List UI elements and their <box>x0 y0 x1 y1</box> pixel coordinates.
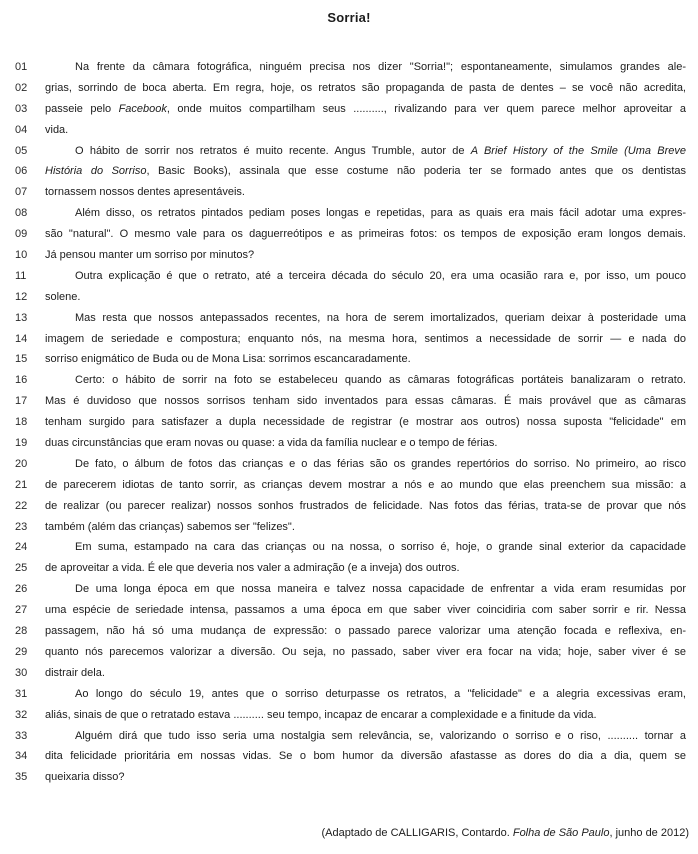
text-run: Já pensou manter um sorriso por minutos? <box>45 249 255 262</box>
line-number: 29 <box>15 645 28 658</box>
line-text <box>45 308 686 329</box>
text-line <box>0 454 698 475</box>
text-line <box>0 537 698 558</box>
text-run: O hábito de sorrir nos retratos é muito recente. Angus Trumble, autor de <box>75 144 471 157</box>
text-line <box>0 266 698 287</box>
text-run: passagem, não há só uma mudança de expressão: o passado parece valorizar uma atenção focada e reflexiva, en- <box>45 625 686 638</box>
text-line <box>0 287 698 308</box>
line-number: 21 <box>15 478 28 491</box>
line-number: 23 <box>15 520 28 533</box>
line-number: 12 <box>15 290 28 303</box>
line-number: 04 <box>15 123 28 136</box>
text-run: quanto nós parecemos valorizar a diversão. Ou seja, no passado, saber viver era focar na vida; hoje, saber viver é se <box>45 645 686 658</box>
text-run: Ao longo do século 19, antes que o sorriso deturpasse os retratos, a "felicidade" e a alegria excessivas eram, <box>75 687 686 700</box>
italic-text: Facebook <box>118 102 167 115</box>
line-text <box>45 141 686 162</box>
line-text <box>45 245 686 266</box>
line-number: 05 <box>15 144 28 157</box>
line-number: 02 <box>15 81 28 94</box>
text-line <box>0 161 698 182</box>
text-run: solene. <box>45 290 81 303</box>
line-text <box>45 329 686 350</box>
text-line <box>0 412 698 433</box>
line-text <box>45 203 686 224</box>
line-number: 18 <box>15 416 28 429</box>
line-text <box>45 517 686 538</box>
text-run: aliás, sinais de que o retratado estava .......... seu tempo, incapaz de encarar a complexidade e a finitude da vida. <box>45 708 597 721</box>
line-number: 28 <box>15 625 28 638</box>
text-line <box>0 308 698 329</box>
text-run: tenham surgido para satisfazer a dupla necessidade de registrar (e mostrar aos outros) nossa suposta "felicidade" em <box>45 416 686 429</box>
text-run: De fato, o álbum de fotos das crianças e o das férias são os grandes repertórios do sorriso. No primeiro, ao risco <box>75 457 686 470</box>
text-line <box>0 767 698 788</box>
line-text <box>45 120 686 141</box>
line-number: 13 <box>15 311 28 324</box>
text-run: também (além das crianças) sabemos ser "felizes". <box>45 520 295 533</box>
line-number: 24 <box>15 541 28 554</box>
line-text <box>45 182 686 203</box>
line-number: 20 <box>15 457 28 470</box>
text-run: de aproveitar a vida. É ele que deveria nos valer a admiração (e a inveja) dos outros. <box>45 562 460 575</box>
line-number: 09 <box>15 228 28 241</box>
italic-text: Folha de São Paulo <box>512 827 610 840</box>
line-text <box>45 266 686 287</box>
text-run: Outra explicação é que o retrato, até a terceira década do século 20, era uma ocasião rara e, por isso, um pouco <box>75 269 686 282</box>
line-number: 33 <box>15 729 28 742</box>
text-run: Mas é duvidoso que nossos sorrisos tenham sido inventados para essas câmaras. É mais provável que as câmaras <box>45 395 686 408</box>
text-line <box>0 99 698 120</box>
page-title: Sorria! <box>327 10 371 25</box>
text-run: Em suma, estampado na cara das crianças ou na nossa, o sorriso é, hoje, o grande sinal exterior da capacidade <box>75 541 686 554</box>
line-number: 19 <box>15 437 28 450</box>
line-number: 03 <box>15 102 28 115</box>
line-number: 08 <box>15 207 28 220</box>
text-run: Na frente da câmara fotográfica, ninguém precisa nos dizer "Sorria!"; espontaneamente, simulamos grandes ale- <box>75 61 686 73</box>
line-text <box>45 287 686 308</box>
line-text <box>45 746 686 767</box>
text-run: tornassem nossos dentes apresentáveis. <box>45 186 245 199</box>
text-line <box>0 329 698 350</box>
text-run: sorriso enigmático de Buda ou de Mona Lisa: sorrimos escancaradamente. <box>45 353 411 366</box>
italic-text: A Brief History of the Smile (Uma Breve <box>470 144 686 157</box>
line-number: 25 <box>15 562 28 575</box>
line-number: 14 <box>15 332 28 345</box>
text-line <box>0 57 698 78</box>
text-run: imagem de seriedade e compostura; enquanto nós, na mesma hora, sentimos a necessidade de sorrir — e nada do <box>45 332 686 345</box>
line-number: 32 <box>15 708 28 721</box>
line-text <box>45 349 686 370</box>
line-text <box>45 684 686 705</box>
text-line <box>0 120 698 141</box>
text-run: , junho de 2012) <box>609 827 689 840</box>
text-line <box>0 558 698 579</box>
text-run: Alguém dirá que tudo isso seria uma nostalgia sem relevância, se, valorizando o sorriso e o riso, .......... tornar a <box>75 729 686 742</box>
line-number: 01 <box>15 61 28 73</box>
text-run: são "natural". O mesmo vale para os daguerreótipos e as primeiras fotos: os tempos de exposição eram longos demais. <box>45 228 686 241</box>
text-line <box>0 141 698 162</box>
text-line <box>0 642 698 663</box>
line-number: 07 <box>15 186 28 199</box>
italic-text: História do Sorriso <box>45 165 147 178</box>
text-line <box>0 496 698 517</box>
text-run: (Adaptado de CALLIGARIS, Contardo. <box>321 827 513 840</box>
line-text <box>45 642 686 663</box>
text-run: dita felicidade prioritária em nossas vidas. Se o bom humor da diversão afastasse as dores do dia a dia, quem se <box>45 750 686 763</box>
line-number: 10 <box>15 249 28 262</box>
line-text <box>45 579 686 600</box>
text-run: distrair dela. <box>45 666 105 679</box>
text-line <box>0 182 698 203</box>
text-run: , Basic Books), assinala que esse costume não poderia ter se formado antes que os dentistas <box>146 165 686 178</box>
line-text <box>45 767 686 788</box>
text-run: uma espécie de seriedade intensa, passamos a uma época em que saber viver coincidiria com saber sorrir e rir. Nessa <box>45 604 686 617</box>
text-run: queixaria disso? <box>45 771 125 784</box>
text-run: De uma longa época em que nossa maneira e talvez nossa capacidade de enfrentar a vida eram resumidas por <box>75 583 686 596</box>
text-line <box>0 475 698 496</box>
line-number: 11 <box>15 269 27 282</box>
text-line <box>0 684 698 705</box>
text-line <box>0 746 698 767</box>
text-run: Certo: o hábito de sorrir na foto se estabeleceu quando as câmaras fotográficas portáteis banalizaram o retrato. <box>75 374 686 387</box>
text-run: vida. <box>45 123 69 136</box>
line-text <box>45 454 686 475</box>
text-line <box>0 705 698 726</box>
line-number: 17 <box>15 395 28 408</box>
text-line <box>0 517 698 538</box>
text-run: duas circunstâncias que eram novas ou quase: a vida da família nuclear e o tempo de férias. <box>45 437 498 450</box>
text-line <box>0 391 698 412</box>
text-run: de parecerem idiotas de tanto sorrir, as crianças devem mostrar a nós e ao mundo que elas preenchem sua missão: a <box>45 478 686 491</box>
text-line <box>0 78 698 99</box>
text-line <box>0 370 698 391</box>
line-number: 06 <box>15 165 28 178</box>
text-run: grias, sorrindo de boca aberta. Em regra, hoje, os retratos são propaganda de pasta de dentes – se você não acredita, <box>45 81 686 94</box>
text-line <box>0 349 698 370</box>
line-number: 27 <box>15 604 28 617</box>
line-text <box>45 412 686 433</box>
text-run: de realizar (ou parecer realizar) nossos sonhos frustrados de felicidade. Nas fotos das férias, trata-se de provar que nós <box>45 499 686 512</box>
line-text <box>45 600 686 621</box>
line-number: 22 <box>15 499 28 512</box>
text-line <box>0 433 698 454</box>
line-text <box>45 726 686 747</box>
line-text <box>45 161 686 182</box>
line-text <box>45 705 686 726</box>
line-number: 16 <box>15 374 28 387</box>
line-number: 34 <box>15 750 28 763</box>
text-run: Além disso, os retratos pintados pediam poses longas e repetidas, para as quais era mais fácil adotar uma expres- <box>75 207 686 220</box>
line-number: 35 <box>15 771 28 784</box>
line-text <box>45 621 686 642</box>
line-text <box>45 224 686 245</box>
line-number: 15 <box>15 353 28 366</box>
text-line <box>0 224 698 245</box>
text-line <box>0 621 698 642</box>
text-line <box>0 726 698 747</box>
line-number: 30 <box>15 666 28 679</box>
text-lines <box>0 57 698 788</box>
line-text <box>45 496 686 517</box>
line-text <box>45 558 686 579</box>
citation <box>0 826 698 840</box>
text-run: Mas resta que nossos antepassados recentes, na hora de serem imortalizados, queriam deixar à posteridade uma <box>75 311 686 324</box>
text-run: , onde muitos compartilham seus .........., rivalizando para ver quem parece melhor aproveitar a <box>166 102 686 115</box>
line-text <box>45 370 686 391</box>
line-text <box>45 99 686 120</box>
line-text <box>45 57 686 78</box>
line-text <box>45 391 686 412</box>
text-run: passeie pelo <box>45 102 119 115</box>
line-number: 31 <box>15 687 28 700</box>
text-line <box>0 600 698 621</box>
line-text <box>45 663 686 684</box>
line-number: 26 <box>15 583 28 596</box>
text-line <box>0 663 698 684</box>
text-line <box>0 203 698 224</box>
line-text <box>45 433 686 454</box>
line-text <box>45 78 686 99</box>
line-text <box>45 537 686 558</box>
line-text <box>45 475 686 496</box>
text-line <box>0 245 698 266</box>
text-line <box>0 579 698 600</box>
